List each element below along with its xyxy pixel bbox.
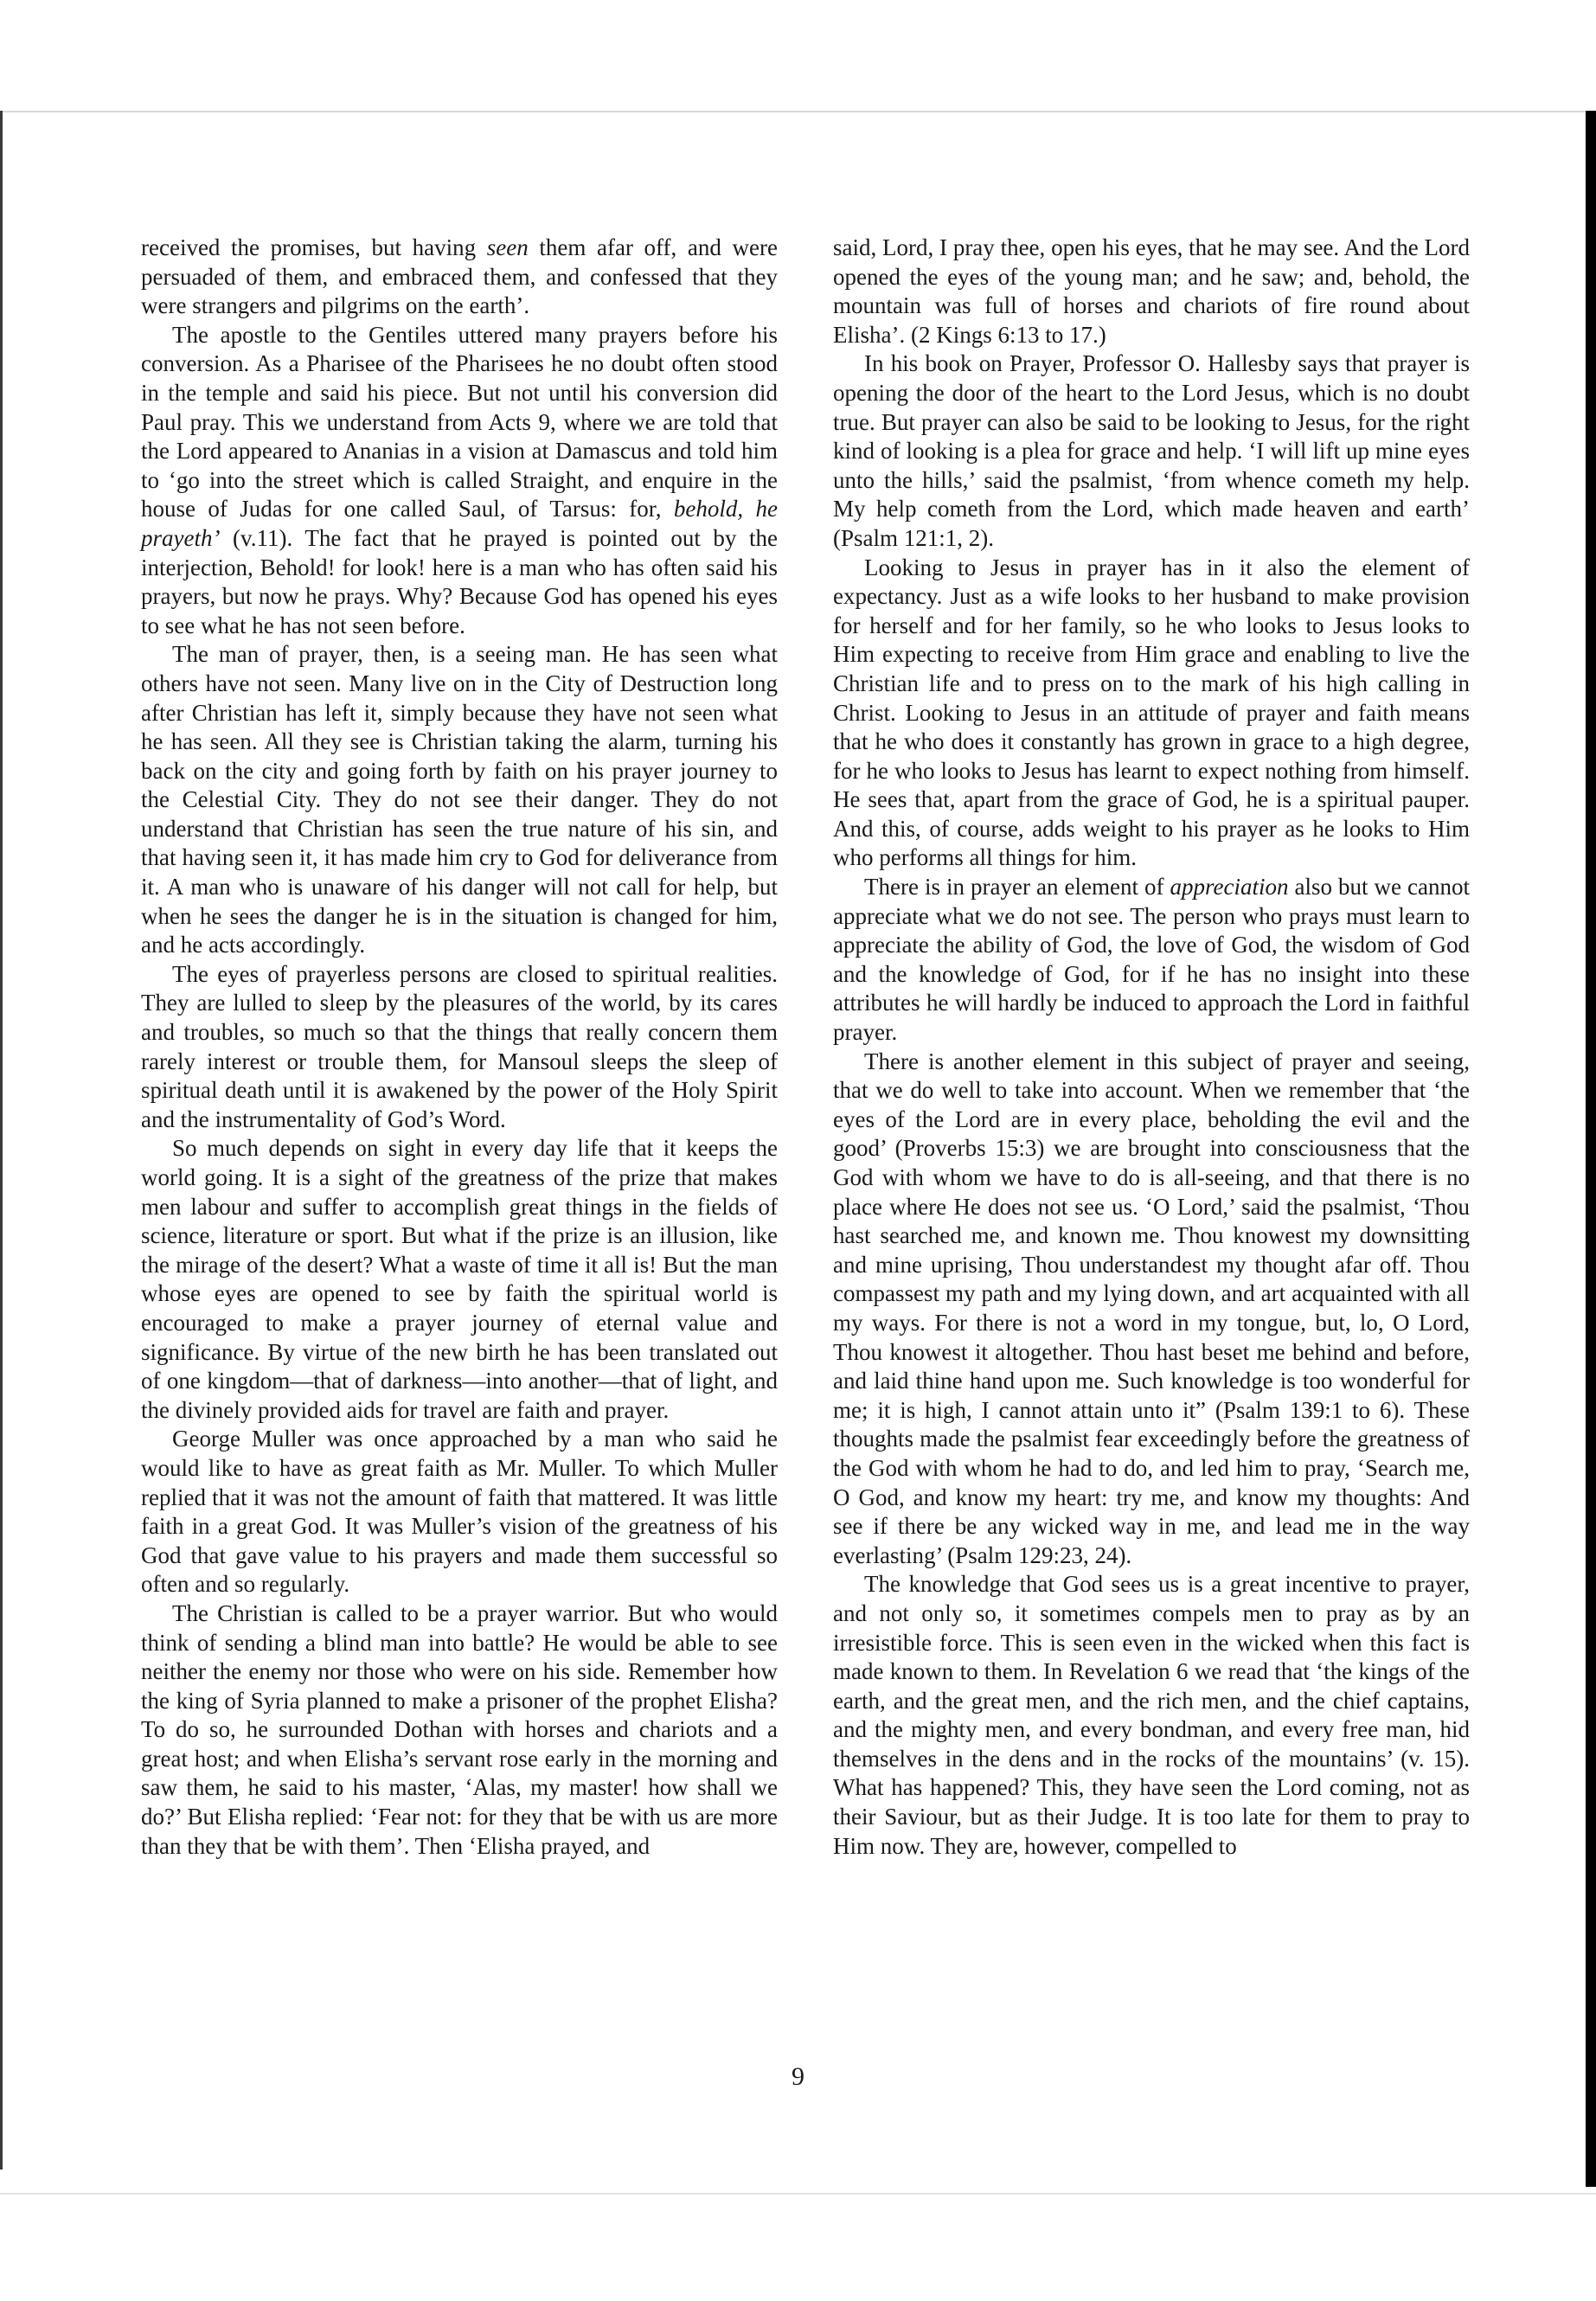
paragraph [141, 321, 778, 641]
left-text-column [141, 234, 778, 1861]
paragraph [833, 1570, 1470, 1861]
paragraph [833, 1048, 1470, 1571]
italic-text: seen [486, 234, 529, 260]
paragraph [833, 234, 1470, 349]
page-number: 9 [792, 2062, 804, 2091]
text-run: also but we cannot appreciate what we do not see. The person who prays must learn to appreciate the ability of God, the love of God, the wisdom of God and the knowledge of God, for if he has no insight into these attributes he will hardly be induced to approach the Lord in faithful prayer. [833, 874, 1470, 1046]
scan-edge-bottom [0, 2193, 1596, 2195]
text-run: The eyes of prayerless persons are closed to spiritual realities. They are lulled to sleep by the pleasures of the world, by its cares and troubles, so much so that the things that really concern them rarely interest or trouble them, for Mansoul sleeps the sleep of spiritual death until it is awakened by the power of the Holy Spirit and the instrumentality of God’s Word. [141, 960, 778, 1132]
paragraph [833, 873, 1470, 1048]
paragraph [141, 960, 778, 1135]
italic-text: behold, he prayeth’ [141, 496, 778, 551]
text-run: received the promises, but having [141, 234, 487, 260]
paragraph [833, 349, 1470, 553]
paragraph [141, 640, 778, 960]
scan-edge-top [0, 111, 1596, 112]
text-run: (v.11). The fact that he prayed is pointed out by the interjection, Behold! for look! here is a man who has often said his prayers, but now he prays. Why? Because God has opened his eyes to see what he has not seen before. [141, 524, 778, 638]
text-run: So much depends on sight in every day life that it keeps the world going. It is a sight of the greatness of the prize that makes men labour and suffer to accomplish great things in the fields of science, literature or sport. But what if the prize is an illusion, like the mirage of the desert? What a waste of time it all is! But the man whose eyes are opened to see by faith the spiritual world is encouraged to make a prayer journey of eternal value and significance. By virtue of the new birth he has been translated out of one kingdom—that of darkness—into another—that of light, and the divinely provided aids for travel are faith and prayer. [141, 1135, 778, 1423]
paragraph [141, 1425, 778, 1599]
scan-edge-left [0, 111, 3, 2170]
paragraph [141, 1134, 778, 1425]
italic-text: appreciation [1170, 874, 1289, 901]
text-run: In his book on Prayer, Professor O. Hallesby says that prayer is opening the door of the heart to the Lord Jesus, which is no doubt true. But prayer can also be said to be looking to Jesus, for the right kind of looking is a plea for grace and help. ‘I will lift up mine eyes unto the hills,’ said the psalmist, ‘from whence cometh my help. My help cometh from the Lord, which made heaven and earth’ (Psalm 121:1, 2). [833, 350, 1470, 551]
text-run: The man of prayer, then, is a seeing man. He has seen what others have not seen. Many live on in the City of Destruction long after Christian has left it, simply because they have not seen what he has seen. All they see is Christian taking the alarm, turning his back on the city and going forth by faith on his prayer journey to the Celestial City. They do not see their danger. They do not understand that Christian has seen the true nature of his sin, and that having seen it, it has made him cry to God for deliverance from it. A man who is unaware of his danger will not call for help, but when he sees the danger he is in the situation is changed for him, and he acts accordingly. [141, 641, 778, 958]
text-run: There is in prayer an element of [864, 874, 1170, 901]
text-run: The Christian is called to be a prayer warrior. But who would think of sending a blind man into battle? He would be able to see neither the enemy nor those who were on his side. Remember how the king of Syria planned to make a prisoner of the prophet Elisha? To do so, he surrounded Dothan with horses and chariots and a great host; and when Elisha’s servant rose early in the morning and saw them, he said to his master, ‘Alas, my master! how shall we do?’ But Elisha replied: ‘Fear not: for they that be with us are more than they that be with them’. Then ‘Elisha prayed, and [141, 1599, 778, 1859]
text-run: There is another element in this subject of prayer and seeing, that we do well to take into account. When we remember that ‘the eyes of the Lord are in every place, beholding the evil and the good’ (Proverbs 15:3) we are brought into consciousness that the God with whom we have to do is all-seeing, and that there is no place where He does not see us. ‘O Lord,’ said the psalmist, ‘Thou hast searched me, and known me. Thou knowest my downsitting and mine uprising, Thou understandest my thought afar off. Thou compassest my path and my lying down, and art acquainted with all my ways. For there is not a word in my tongue, but, lo, O Lord, Thou knowest it altogether. Thou hast beset me behind and before, and laid thine hand upon me. Such knowledge is too wonderful for me; it is high, I cannot attain unto it” (Psalm 139:1 to 6). These thoughts made the psalmist fear exceedingly before the greatness of the God with whom he had to do, and led him to pray, ‘Search me, O God, and know my heart: try me, and know my thoughts: And see if there be any wicked way in me, and lead me in the way everlasting’ (Psalm 129:23, 24). [833, 1048, 1470, 1568]
text-run: The knowledge that God sees us is a great incentive to prayer, and not only so, it sometimes compels men to pray as by an irresistible force. This is seen even in the wicked when this fact is made known to them. In Revelation 6 we read that ‘the kings of the earth, and the great men, and the rich men, and the chief captains, and the mighty men, and every bondman, and every free man, hid themselves in the dens and in the rocks of the mountains’ (v. 15). What has happened? This, they have seen the Lord coming, not as their Saviour, but as their Judge. It is too late for them to pray to Him now. They are, however, compelled to [833, 1571, 1470, 1859]
text-run: George Muller was once approached by a man who said he would like to have as great faith as Mr. Muller. To which Muller replied that it was not the amount of faith that mattered. It was little faith in a great God. It was Muller’s vision of the greatness of his God that gave value to his prayers and made them successful so often and so regularly. [141, 1426, 778, 1598]
text-run: them afar off, and were persuaded of them, and embraced them, and confessed that they were strangers and pilgrims on the earth’. [141, 234, 778, 319]
paragraph [141, 1599, 778, 1861]
paragraph [141, 234, 778, 321]
scan-edge-right [1586, 111, 1596, 2187]
right-text-column [833, 234, 1470, 1861]
text-run: Looking to Jesus in prayer has in it also the element of expectancy. Just as a wife looks to her husband to make provision for herself and for her family, so he who looks to Jesus looks to Him expecting to receive from Him grace and enabling to live the Christian life and to press on to the mark of his high calling in Christ. Looking to Jesus in an attitude of prayer and faith means that he who does it constantly has grown in grace to a high degree, for he who looks to Jesus has learnt to expect nothing from himself. He sees that, apart from the grace of God, he is a spiritual pauper. And this, of course, adds weight to his prayer as he looks to Him who performs all things for him. [833, 554, 1470, 871]
text-run: The apostle to the Gentiles uttered many prayers before his conversion. As a Pharisee of the Pharisees he no doubt often stood in the temple and said his piece. But not until his conversion did Paul pray. This we understand from Acts 9, where we are told that the Lord appeared to Ananias in a vision at Damascus and told him to ‘go into the street which is called Straight, and enquire in the house of Judas for one called Saul, of Tarsus: for, [141, 321, 778, 522]
paragraph [833, 554, 1470, 874]
text-run: said, Lord, I pray thee, open his eyes, that he may see. And the Lord opened the eyes of the young man; and he saw; and, behold, the mountain was full of horses and chariots of fire round about Elisha’. (2 Kings 6:13 to 17.) [833, 234, 1470, 348]
